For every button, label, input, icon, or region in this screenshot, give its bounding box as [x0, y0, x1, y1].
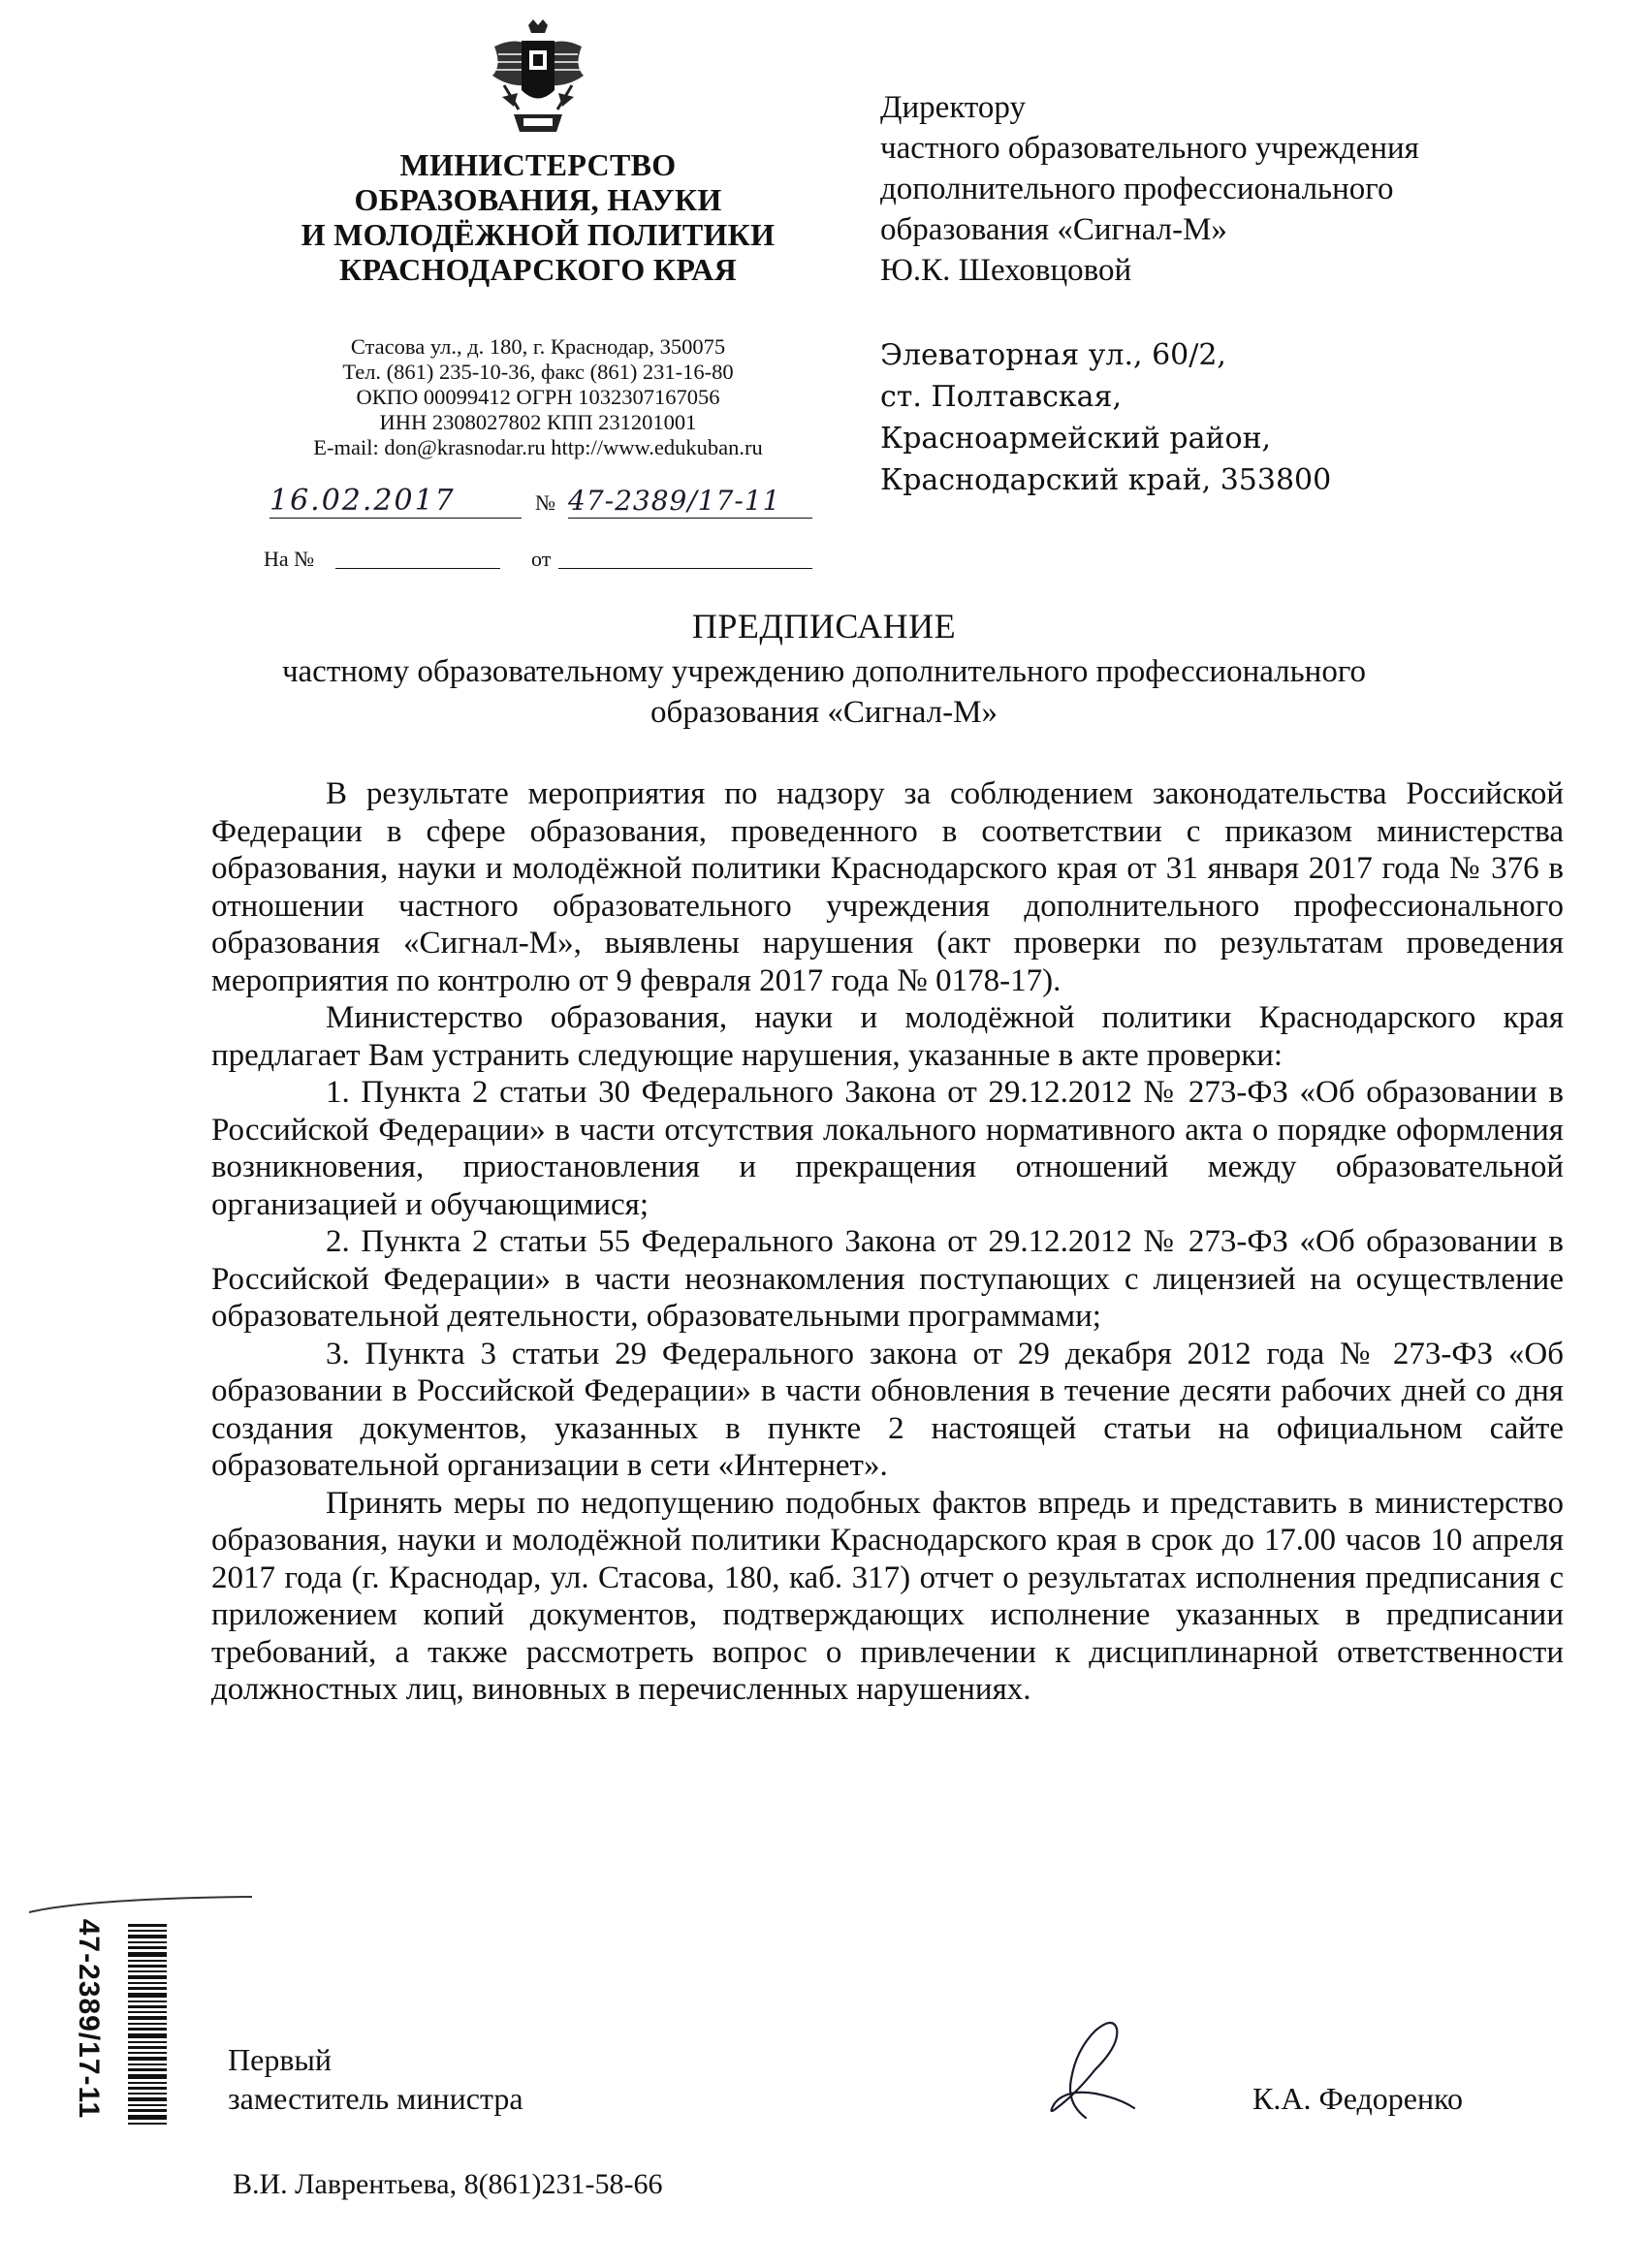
margin-line [29, 1895, 252, 1916]
signatory-title [228, 2040, 523, 2118]
registration-number-label: № [535, 490, 555, 515]
handwritten-signature [1028, 2011, 1163, 2127]
from-label: от [531, 547, 552, 571]
executor-contact: В.И. Лаврентьева, 8(861)231-58-66 [233, 2168, 663, 2200]
document-body [211, 775, 1564, 1709]
on-number-blank [335, 543, 500, 569]
paragraph-requirements: Принять меры по недопущению подобных фактов впредь и представить в министерство образования, науки и молодёжной политики Краснодарского края в срок до 17.00 часов 10 апреля 2017 года (г. Краснодар, ул. Стасова, 180, каб. 317) отчет о результатах исполнения предписания с приложением копий документов, подтверждающих исполнение указанных в предписании требований, а также рассмотреть вопрос о привлечении к дисциплинарной ответственности должностных лиц, виновных в перечисленных нарушениях. [211, 1485, 1564, 1707]
signatory-title-line-1: Первый [228, 2042, 333, 2077]
addressee-address [880, 334, 1578, 501]
ministry-line-3: И МОЛОДЁЖНОЙ ПОЛИТИКИ [301, 217, 776, 252]
address-line-4: Краснодарский край, 353800 [880, 463, 1332, 497]
registration-date: 16.02.2017 [269, 485, 522, 519]
addressee-line-2: частного образовательного учреждения [880, 131, 1419, 166]
contact-okpo: ОКПО 00099412 ОГРН 1032307167056 [356, 385, 720, 409]
paragraph-findings: В результате мероприятия по надзору за соблюдением законодательства Российской Федерации в сфере образования, проведенного в соответствии с приказом министерства образования, науки и молодёжной политики Краснодарского края от 31 января 2017 года № 376 в отношении частного образовательного учреждения дополнительного профессионального образования «Сигнал-М», выявлены нарушения (акт проверки по результатам проведения мероприятия по контролю от 9 февраля 2017 года № 0178-17). [211, 776, 1564, 998]
contact-email: E-mail: don@krasnodar.ru http://www.edukuban.ru [313, 435, 763, 459]
contact-phone: Тел. (861) 235-10-36, факс (861) 231-16-80 [342, 360, 734, 384]
paragraph-proposal: Министерство образования, науки и молодёжной политики Краснодарского края предлагает Вам устранить следующие нарушения, указанные в акте проверки: [211, 1000, 1564, 1073]
document-subtitle [194, 651, 1454, 733]
registration-line [262, 485, 834, 523]
contact-address: Стасова ул., д. 180, г. Краснодар, 350075 [350, 334, 726, 359]
violation-item-3: 3. Пункта 3 статьи 29 Федерального закона от 29 декабря 2012 года № 273-ФЗ «Об образовании в Российской Федерации» в части обновления в течение десяти рабочих дней со дня создания документов, указанных в пункте 2 настоящей статьи на официальном сайте образовательной организации в сети «Интернет». [211, 1336, 1564, 1483]
signatory-name: К.А. Федоренко [1252, 2081, 1464, 2116]
reply-reference-line [262, 543, 834, 576]
coat-of-arms-icon [485, 17, 591, 139]
ministry-line-2: ОБРАЗОВАНИЯ, НАУКИ [354, 182, 722, 217]
violation-item-2: 2. Пункта 2 статьи 55 Федерального Закона от 29.12.2012 № 273-ФЗ «Об образовании в Российской Федерации» в части неознакомления поступающих с лицензией на осуществление образовательной деятельности, образовательными программами; [211, 1224, 1564, 1334]
barcode-number: 47-2389/17-11 [73, 1918, 105, 2120]
document-title: ПРЕДПИСАНИЕ [691, 607, 957, 646]
violation-item-1: 1. Пункта 2 статьи 30 Федерального Закона от 29.12.2012 № 273-ФЗ «Об образовании в Российской Федерации» в части отсутствия локального нормативного акта о порядке оформления возникновения, приостановления и прекращения отношений между образовательной организацией и обучающимися; [211, 1075, 1564, 1222]
address-line-1: Элеваторная ул., 60/2, [880, 338, 1226, 372]
subtitle-line-2: образования «Сигнал-М» [650, 695, 998, 730]
ministry-name [262, 147, 814, 287]
on-number-label: На № [264, 547, 315, 571]
from-date-blank [558, 543, 812, 569]
addressee-block [880, 87, 1578, 291]
address-line-3: Красноармейский район, [880, 422, 1272, 456]
addressee-line-5: Ю.К. Шеховцовой [880, 253, 1132, 288]
contact-inn: ИНН 2308027802 КПП 231201001 [379, 410, 697, 434]
address-line-2: ст. Полтавская, [880, 380, 1123, 414]
addressee-line-4: образования «Сигнал-М» [880, 212, 1227, 247]
ministry-contacts [252, 334, 824, 460]
addressee-line-3: дополнительного профессионального [880, 172, 1394, 206]
subtitle-line-1: частному образовательному учреждению дополнительного профессионального [281, 654, 1367, 689]
ministry-line-1: МИНИСТЕРСТВО [399, 147, 677, 182]
registration-number: 47-2389/17-11 [568, 485, 812, 519]
signatory-title-line-2: заместитель министра [228, 2081, 523, 2116]
ministry-line-4: КРАСНОДАРСКОГО КРАЯ [339, 252, 737, 287]
addressee-line-1: Директору [880, 90, 1026, 125]
